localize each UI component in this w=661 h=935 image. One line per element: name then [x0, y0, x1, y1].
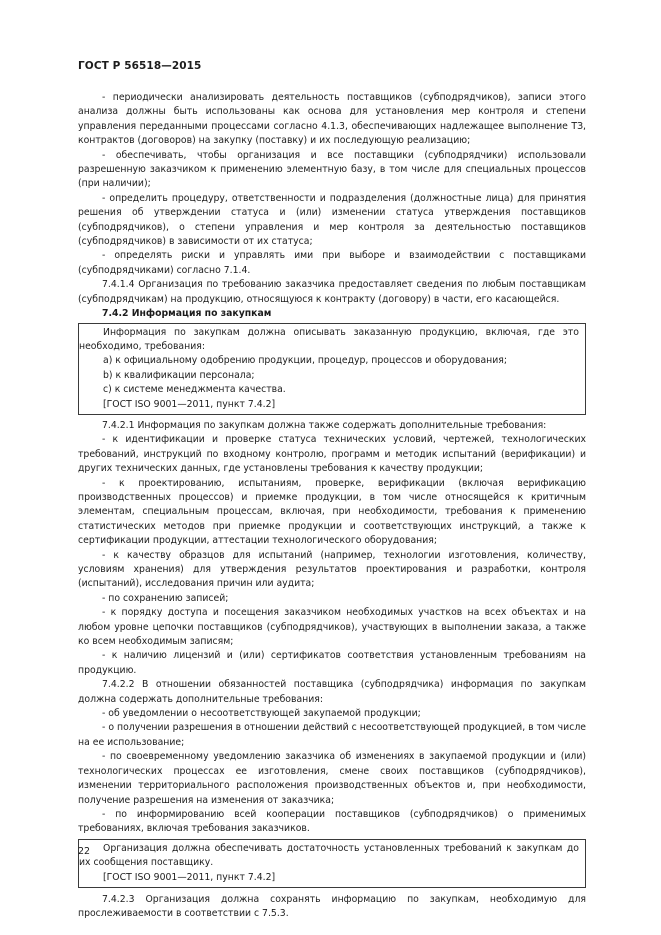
- quote-box: [78, 839, 586, 888]
- box-text: Организация должна обеспечивать достаточность установленных требований к закупкам до их сообщения поставщику.: [79, 842, 579, 869]
- section-heading: 7.4.2 Информация по закупкам: [102, 308, 272, 320]
- paragraph: 7.4.1.4 Организация по требованию заказчика предоставляет сведения по любым поставщикам (субподрядчикам) на продукцию, относящуюся к контракту (договору) в части, его касающейся.: [78, 279, 586, 305]
- paragraph: - к проектированию, испытаниям, проверке, верификации (включая верификацию производственных процессов) и приемке продукции, в том числе относящейся к критичным элементам, специальным процессам, включая, при необходимости, требования к применению статистических методов при приемке продукции и соответствующих инструкций, а также к сертификации продукции, аттестации технологического оборудования;: [78, 477, 586, 547]
- paragraph: - по информированию всей кооперации поставщиков (субподрядчиков) о применимых требованиях, включая требования заказчиков.: [78, 808, 586, 835]
- list-item: b) к квалификации персонала;: [103, 369, 255, 381]
- list-item: c) к системе менеджмента качества.: [103, 384, 286, 396]
- paragraph: - определить процедуру, ответственности и подразделения (должностные лица) для принятия решения об утверждении статуса и (или) изменении статуса утверждения поставщиков (субподрядчиков), о степени управления и мер контроля за деятельностью поставщиков (субподрядчиков) в зависимости от их статуса;: [78, 192, 586, 248]
- document-body: [78, 90, 586, 922]
- paragraph: 7.4.2.2 В отношении обязанностей поставщика (субподрядчика) информация по закупкам должна содержать дополнительные требования:: [78, 679, 586, 705]
- standard-reference: [ГОСТ ISO 9001—2011, пункт 7.4.2]: [103, 871, 276, 883]
- paragraph: - по сохранению записей;: [102, 592, 229, 604]
- list-item: a) к официальному одобрению продукции, процедур, процессов и оборудования;: [103, 355, 508, 367]
- quote-box: [78, 323, 586, 415]
- paragraph: - к идентификации и проверке статуса технических условий, чертежей, технологических требований, инструкций по входному контролю, программ и методик испытаний (верификации) и других технических данных, где установлены требования к качеству продукции;: [78, 434, 586, 475]
- paragraph: - периодически анализировать деятельность поставщиков (субподрядчиков), записи этого анализа должны быть использованы как основа для установления мер контроля и степени управления переданными процессами согласно 4.1.3, обеспечивающих надлежащее выполнение ТЗ, контрактов (договоров) на закупку (поставку) и их последующую реализацию;: [78, 92, 586, 147]
- paragraph: 7.4.2.1 Информация по закупкам должна также содержать дополнительные требования:: [102, 419, 547, 431]
- paragraph: - к наличию лицензий и (или) сертификатов соответствия установленным требованиям на продукцию.: [78, 650, 586, 676]
- paragraph: 7.4.2.3 Организация должна сохранять информацию по закупкам, необходимую для прослеживаемости в соответствии с 7.5.3.: [78, 893, 586, 920]
- paragraph: - о получении разрешения в отношении действий с несоответствующей продукцией, в том числе на ее использование;: [78, 722, 586, 748]
- paragraph: - по своевременному уведомлению заказчика об изменениях в закупаемой продукции и (или) технологических процессах ее изготовления, смене своих поставщиков (субподрядчиков), изменении территориального расположения производственных объектов и, при необходимости, получение разрешения на изменения от заказчика;: [78, 751, 586, 806]
- box-intro: Информация по закупкам должна описывать заказанную продукцию, включая, где это необходимо, требования:: [79, 326, 579, 352]
- paragraph: - определять риски и управлять ими при выборе и взаимодействии с поставщиками (субподрядчиками) согласно 7.1.4.: [78, 250, 586, 276]
- standard-reference: [ГОСТ ISO 9001—2011, пункт 7.4.2]: [103, 398, 276, 410]
- paragraph: - к качеству образцов для испытаний (например, технологии изготовления, количеству, условиям хранения) для утверждения результатов проектирования и разработки, контроля (испытаний), исследования причин или аудита;: [78, 549, 586, 590]
- paragraph: - к порядку доступа и посещения заказчиком необходимых участков на всех объектах и на любом уровне цепочки поставщиков (субподрядчиков), участвующих в выполнении заказа, а также ко всем необходимым записям;: [78, 607, 586, 648]
- paragraph: - об уведомлении о несоответствующей закупаемой продукции;: [102, 708, 421, 720]
- paragraph: - обеспечивать, чтобы организация и все поставщики (субподрядчики) использовали разрешенную заказчиком к применению элементную базу, в том числе для специальных процессов (при наличии);: [78, 149, 586, 190]
- page-number: 22: [78, 846, 91, 857]
- document-header: ГОСТ Р 56518—2015: [78, 60, 202, 72]
